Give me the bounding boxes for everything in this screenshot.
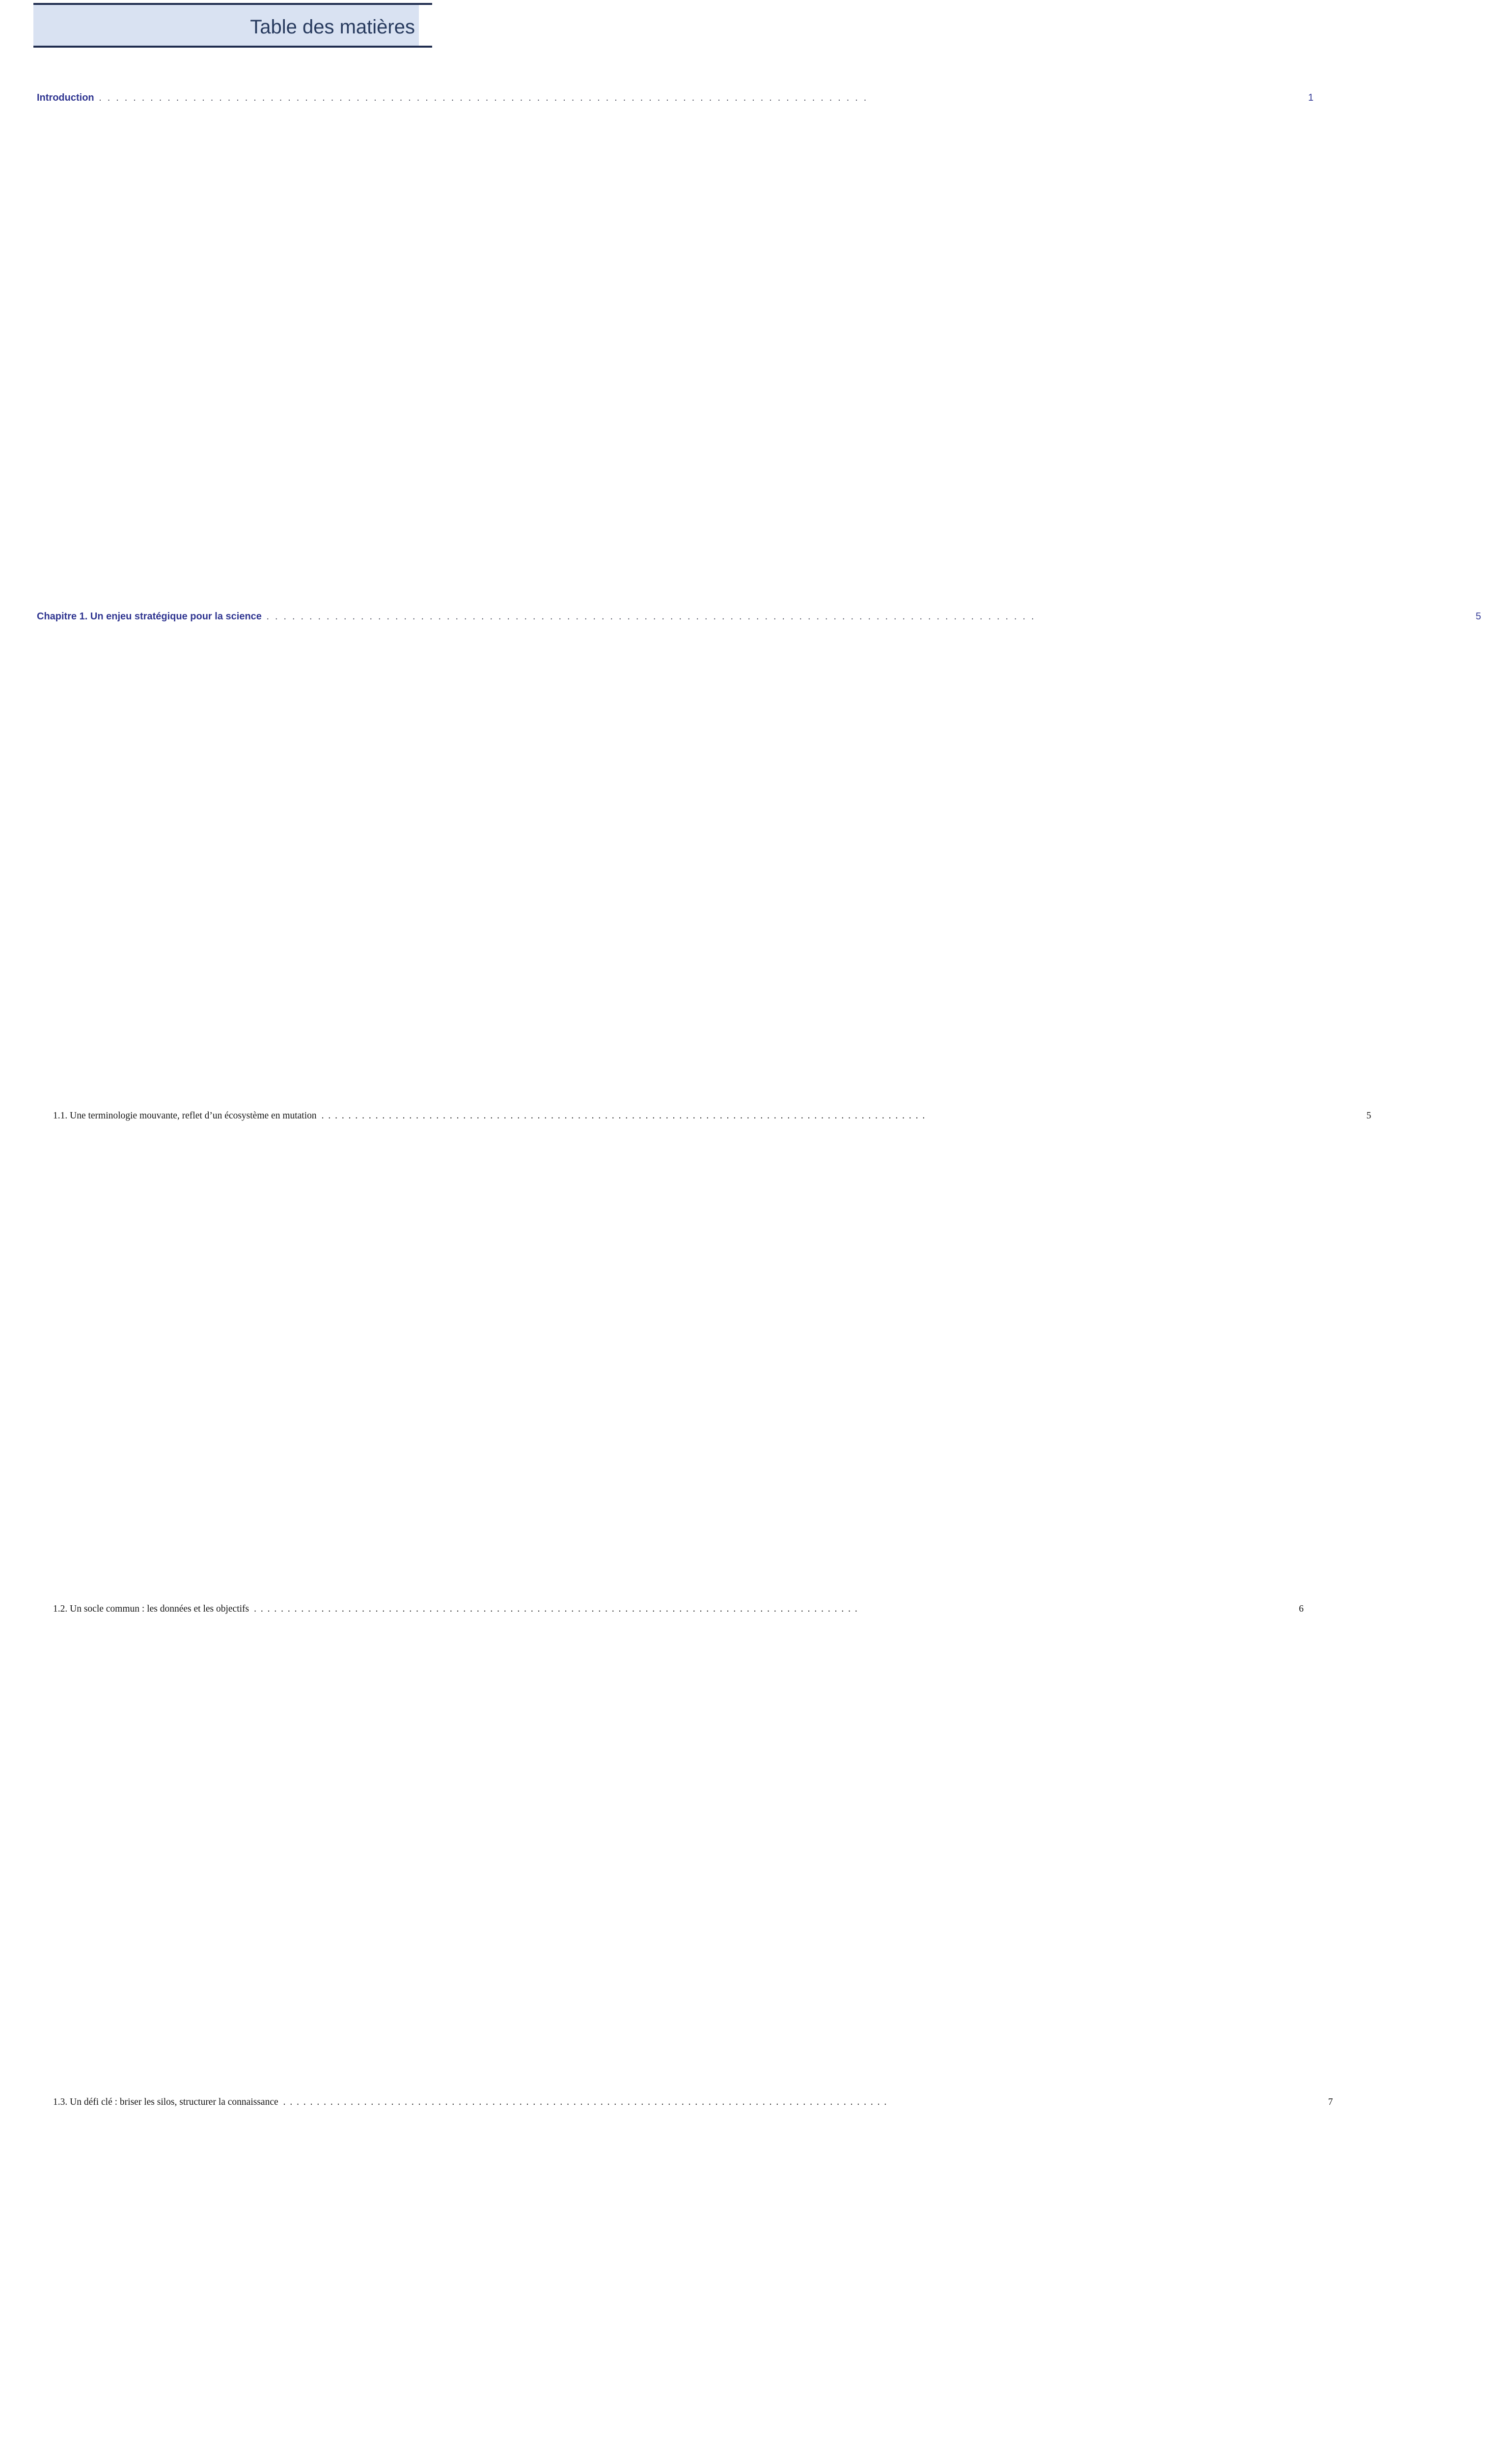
entry-label: Chapitre 1. Un enjeu stratégique pour la science [37,611,262,622]
entry-label: 1.1. Une terminologie mouvante, reflet d’un écosystème en mutation [53,1111,317,1121]
entry-label: 1.2. Un socle commun : les données et les objectifs [53,1604,249,1614]
entry-label: Introduction [37,92,94,103]
entry-label: 1.3. Un défi clé : briser les silos, structurer la connaissance [53,2097,278,2107]
toc-intro-entry[interactable] [37,91,1314,584]
dot-leader: . . . . . . . . . . . . . . . . . . . . . . . . . . . . . . . . . . . . . . . . . . . . . . . . . . . . . . . . . . . . . . . . . . . . . . . . . . . . . . . . . . . . . . . . . . [266,612,1036,622]
entry-page-number: 5 [926,1109,1371,1602]
toc-section [37,610,1482,2456]
toc-sub-entry[interactable] [53,1602,1304,2095]
table-of-contents [0,48,1482,2456]
dot-leader: . . . . . . . . . . . . . . . . . . . . . . . . . . . . . . . . . . . . . . . . . . . . . . . . . . . . . . . . . . . . . . . . . . . . . . . . . . . . . . . . . . . . . . . . . . [99,93,868,103]
dot-leader: . . . . . . . . . . . . . . . . . . . . . . . . . . . . . . . . . . . . . . . . . . . . . . . . . . . . . . . . . . . . . . . . . . . . . . . . . . . . . . . . . . . . . . . . . . [283,2097,888,2107]
entry-page-number: 1 [868,91,1314,584]
entry-page-number: 7 [887,2095,1333,2456]
toc-sub-entry[interactable] [53,1109,1372,1602]
page-title: Table des matières [250,16,415,38]
toc-chapter-entry[interactable] [37,610,1482,1103]
page-header-background [33,5,419,46]
entry-page-number: 5 [1036,610,1481,1103]
dot-leader: . . . . . . . . . . . . . . . . . . . . . . . . . . . . . . . . . . . . . . . . . . . . . . . . . . . . . . . . . . . . . . . . . . . . . . . . . . . . . . . . . . . . . . . . . . [321,1111,926,1121]
page-header [33,3,432,48]
dot-leader: . . . . . . . . . . . . . . . . . . . . . . . . . . . . . . . . . . . . . . . . . . . . . . . . . . . . . . . . . . . . . . . . . . . . . . . . . . . . . . . . . . . . . . . . . . [254,1604,858,1614]
toc-sub-entry[interactable] [53,2095,1333,2456]
entry-page-number: 6 [858,1602,1304,2095]
toc-section-items [37,1109,1372,2456]
toc-page [0,3,1482,2107]
